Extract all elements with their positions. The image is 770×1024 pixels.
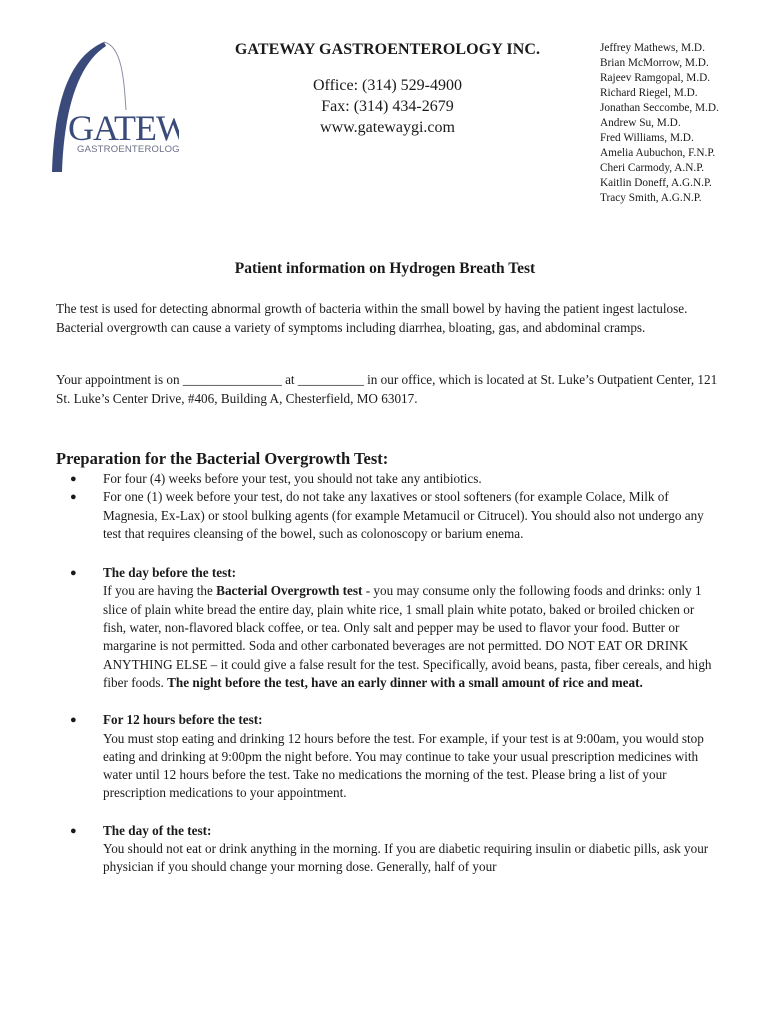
bullet-icon: ● [70,567,77,580]
list-item-heading: The day of the test: [103,822,212,838]
company-name: GATEWAY GASTROENTEROLOGY INC. [234,41,541,58]
document-title: Patient information on Hydrogen Breath Test [234,260,536,277]
fax-number: Fax: (314) 434-2679 [321,98,454,115]
bullet-icon: ● [70,714,77,727]
staff-member: Amelia Aubuchon, F.N.P. [600,147,716,159]
staff-member: Richard Riegel, M.D. [600,87,698,99]
website: www.gatewaygi.com [320,119,455,136]
staff-member: Fred Williams, M.D. [600,132,694,144]
list-item [56,711,716,802]
svg-text:GATEWAY: GATEW [68,108,179,148]
preparation-heading: Preparation for the Bacterial Overgrowth Test: [56,449,389,468]
staff-member: Tracy Smith, A.G.N.P. [600,192,702,204]
list-item-lead: If you are having the [103,583,217,599]
staff-member: Jonathan Seccombe, M.D. [600,102,719,114]
list-item [56,564,716,692]
staff-member: Rajeev Ramgopal, M.D. [600,72,711,84]
list-item-text: You should not eat or drink anything in the morning. If you are diabetic requiring insulin or diabetic pills, ask your physician if you should change your morning dose. Generally, half of your [103,841,709,875]
list-item-text: You must stop eating and drinking 12 hours before the test. For example, if your test is at 9:00am, you would stop eating and drinking at 9:00pm the night before. You may continue to take your usual prescription medicines with water until 12 hours before the test. Take no medications the morning of the test. Please bring a list of your prescription medications to your appointment. [103,730,704,801]
list-item-tail-bold: The night before the test, have an early dinner with a small amount of rice and meat. [167,674,643,690]
staff-member: Cheri Carmody, A.N.P. [600,162,705,174]
bullet-icon: ● [70,491,77,504]
appointment-paragraph: Your appointment is on _______________ at __________ in our office, which is located at St. Luke’s Outpatient Center, 121 St. Luke’s Center Drive, #406, Building A, Chesterfield, MO 63017. [56,372,718,406]
list-item-heading: The day before the test: [103,565,237,581]
list-item-lead-bold: Bacterial Overgrowth test [216,583,363,599]
gateway-logo-mark [44,40,179,180]
bullet-icon: ● [70,473,77,485]
staff-member: Jeffrey Mathews, M.D. [600,42,705,54]
staff-list [600,41,719,206]
gateway-logo [44,40,179,180]
staff-member: Andrew Su, M.D. [600,117,681,129]
list-item-text: For one (1) week before your test, do not take any laxatives or stool softeners (for example Colace, Milk of Magnesia, Ex-Lax) or stool bulking agents (for example Metamucil or Citrucel). You should also not undergo any test that requires cleansing of the bowel, such as colonoscopy or barium enema. [103,489,704,541]
office-phone: Office: (314) 529-4900 [313,77,462,94]
intro-paragraph: The test is used for detecting abnormal growth of bacteria within the small bowel by having the patient ingest lactulose. Bacterial overgrowth can cause a variety of symptoms including diarrhea, bloating, gas, and abdominal cramps. [56,301,688,335]
svg-text:GASTROENTEROLOGY: GASTROENTEROLOGY [77,144,179,155]
preparation-list [56,470,716,877]
list-item [56,822,716,877]
list-item-text: For four (4) weeks before your test, you should not take any antibiotics. [103,471,482,486]
list-item [56,470,716,488]
staff-member: Kaitlin Doneff, A.G.N.P. [600,177,712,189]
list-item-heading: For 12 hours before the test: [103,712,263,728]
header-contact-block [195,41,580,138]
bullet-icon: ● [70,824,77,837]
list-item [56,488,716,543]
list-item-text: - you may consume only the following foods and drinks: only 1 slice of plain white bread the entire day, plain white rice, 1 small plain white potato, baked or broiled chicken or fish, water, non-flavored black coffee, or tea. Only salt and pepper may be used to flavor your food. Butter or margarine is not permitted. Soda and other carbonated beverages are not permitted. DO NOT EAT OR DRINK ANYTHING ELSE – it could give a false result for the test. Specifically, avoid beans, pasta, fiber cereals, and high fiber foods. [103,583,712,690]
staff-member: Brian McMorrow, M.D. [600,57,709,69]
